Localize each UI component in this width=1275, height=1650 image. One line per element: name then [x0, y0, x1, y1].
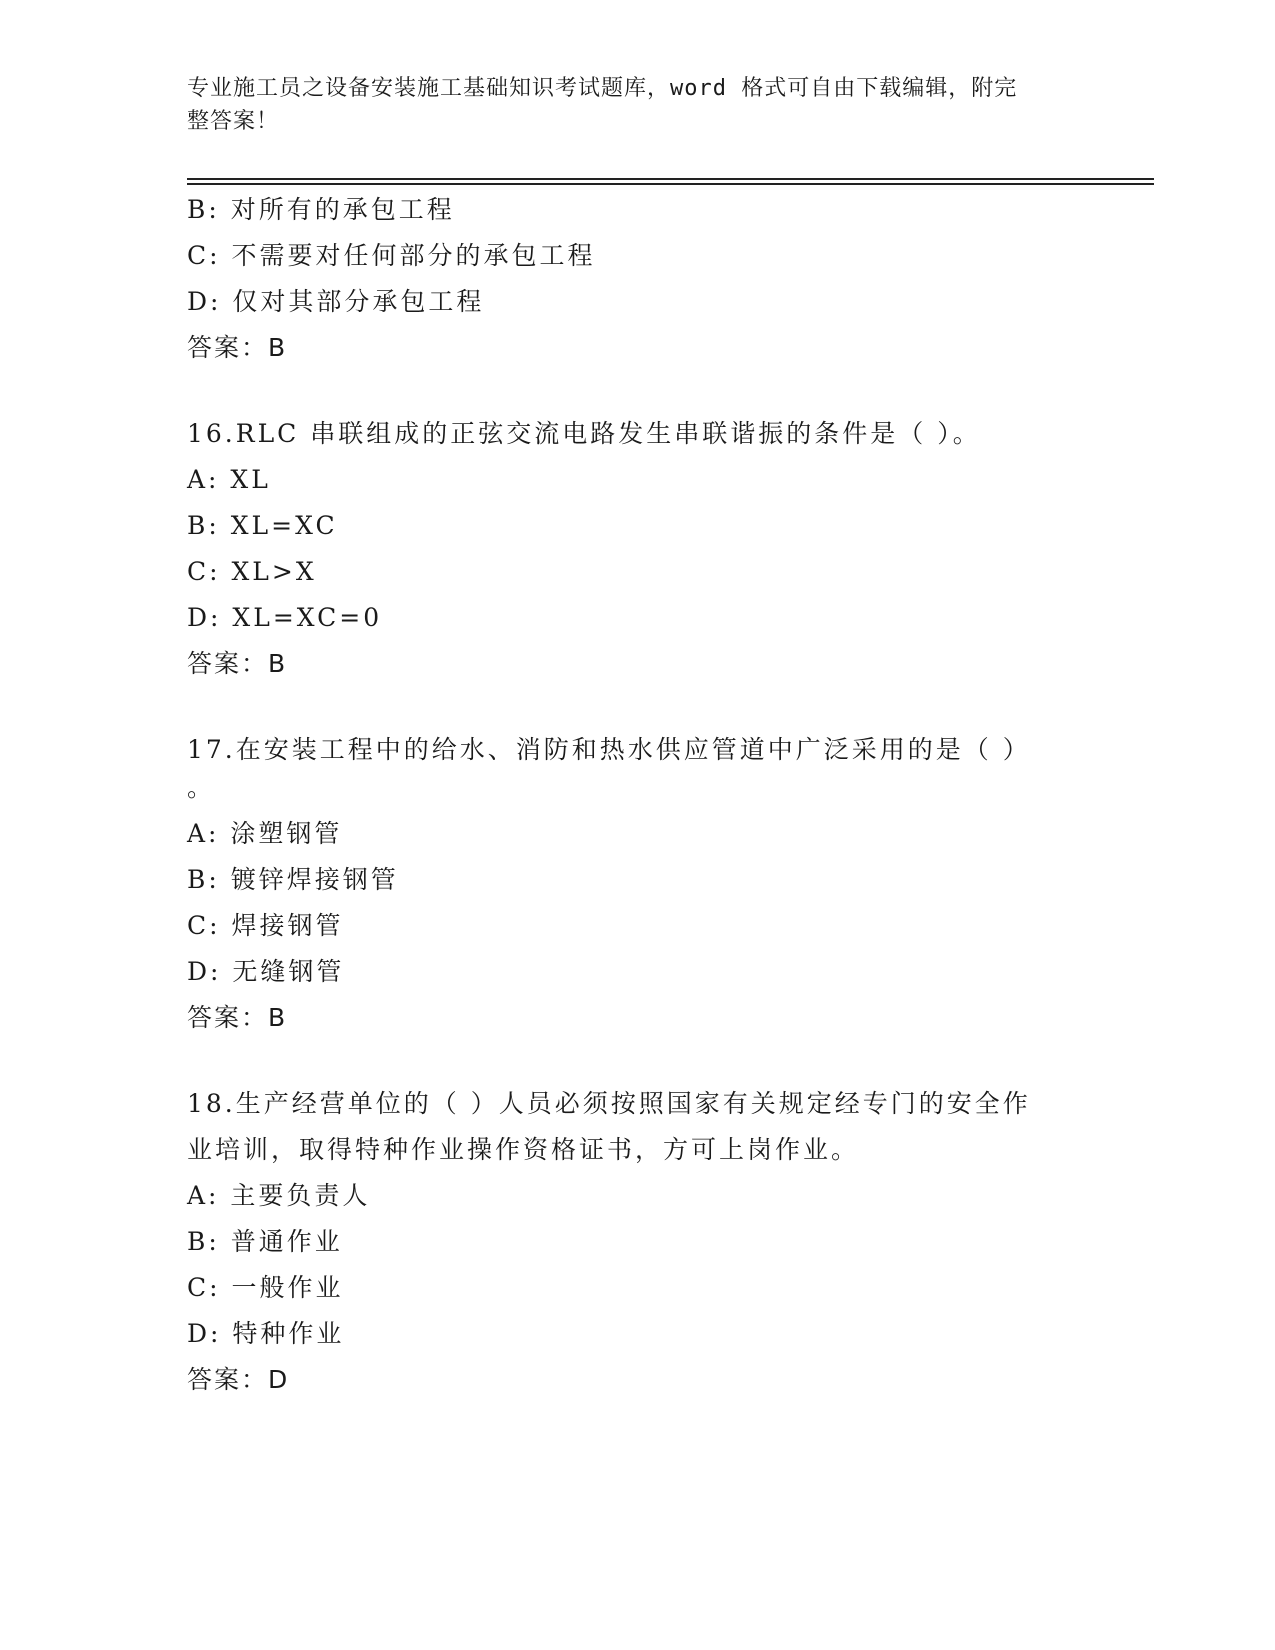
option-d: D: 特种作业: [187, 1319, 345, 1348]
option-c: C: 不需要对任何部分的承包工程: [187, 241, 596, 270]
question-15-partial: [187, 187, 1087, 371]
answer-line: 答案：B: [187, 1003, 288, 1032]
option-b: B: 对所有的承包工程: [187, 195, 455, 224]
option-b: B: 普通作业: [187, 1227, 343, 1256]
answer-line: 答案：B: [187, 333, 288, 362]
answer-line: 答案：D: [187, 1365, 290, 1394]
header-rule-top: [187, 178, 1154, 180]
option-c: C: 一般作业: [187, 1273, 344, 1302]
answer-line: 答案：B: [187, 649, 288, 678]
option-d: D: 无缝钢管: [187, 957, 345, 986]
option-c: C: 焊接钢管: [187, 911, 344, 940]
header-line-2: 整答案！: [187, 109, 280, 134]
document-header: [187, 72, 1067, 138]
question-list: [187, 187, 1087, 1403]
option-a: A: 涂塑钢管: [187, 819, 343, 848]
question-stem-line-2: 。: [187, 773, 216, 802]
question-stem: 16.RLC 串联组成的正弦交流电路发生串联谐振的条件是（ ）。: [187, 419, 981, 448]
option-b: B: 镀锌焊接钢管: [187, 865, 399, 894]
option-d: D: 仅对其部分承包工程: [187, 287, 485, 316]
question-stem-line-2: 业培训，取得特种作业操作资格证书，方可上岗作业。: [187, 1135, 860, 1164]
option-b: B: XL=XC: [187, 511, 338, 540]
question-stem-line-1: 17.在安装工程中的给水、消防和热水供应管道中广泛采用的是（ ）: [187, 735, 1031, 764]
question-17: [187, 727, 1087, 1041]
option-c: C: XL>X: [187, 557, 317, 586]
question-18: [187, 1081, 1087, 1403]
option-a: A: XL: [187, 465, 271, 494]
question-stem-line-1: 18.生产经营单位的（ ）人员必须按照国家有关规定经专门的安全作: [187, 1089, 1031, 1118]
header-line-1: 专业施工员之设备安装施工基础知识考试题库，word 格式可自由下载编辑，附完: [187, 76, 1018, 101]
option-a: A: 主要负责人: [187, 1181, 371, 1210]
header-rule-bottom: [187, 183, 1154, 185]
option-d: D: XL=XC=0: [187, 603, 383, 632]
question-16: [187, 411, 1087, 687]
